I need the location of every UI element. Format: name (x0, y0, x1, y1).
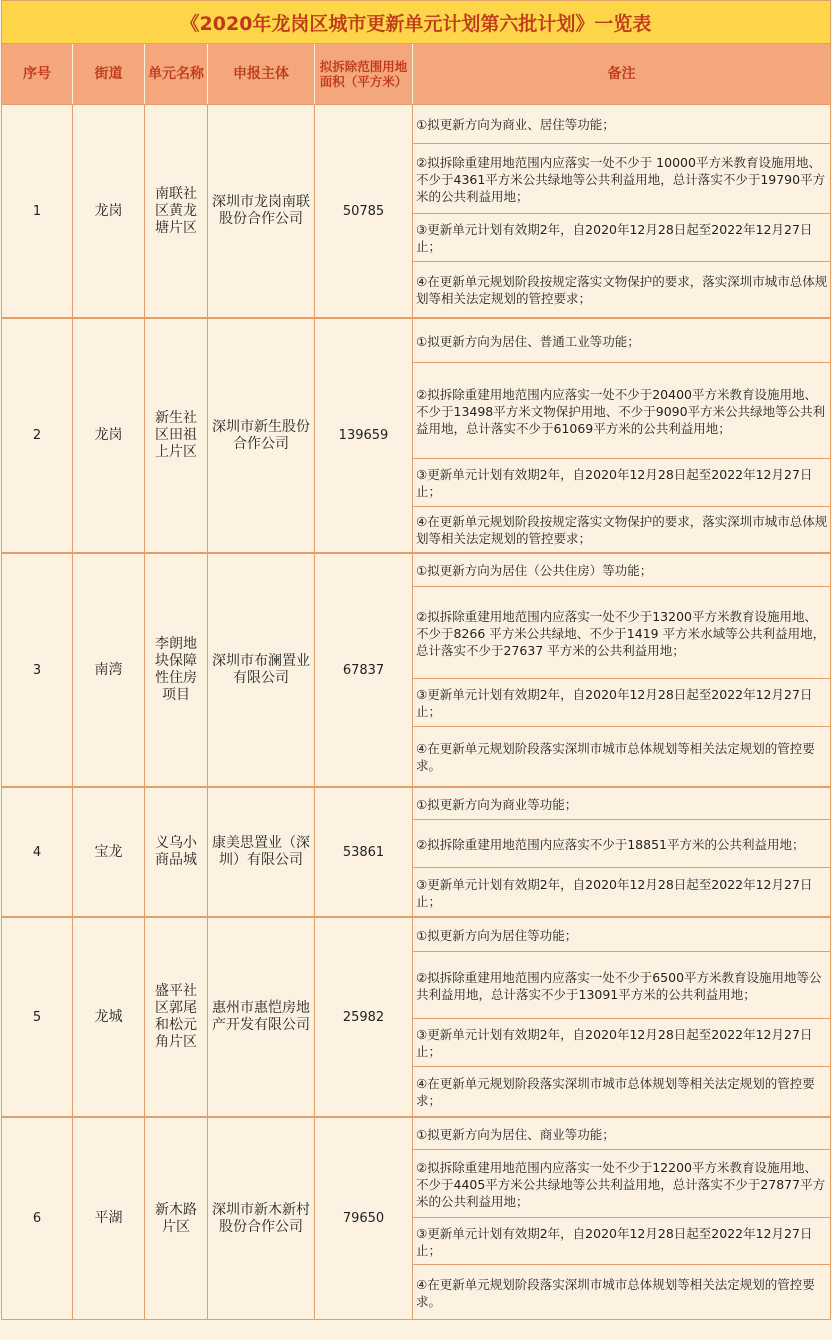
table-row (2, 554, 830, 788)
header-area: 拟拆除范围用地面积（平方米） (315, 44, 413, 104)
row-street: 宝龙 (73, 788, 145, 916)
table-row (2, 105, 830, 319)
header-unit: 单元名称 (145, 44, 208, 104)
row-remarks (413, 319, 830, 552)
row-applicant: 康美思置业（深圳）有限公司 (208, 788, 315, 916)
remark-item: ①拟更新方向为商业、居住等功能； (413, 105, 830, 144)
plan-table (1, 0, 831, 1320)
remark-item: ③更新单元计划有效期2年，自2020年12月28日起至2022年12月27日止； (413, 1019, 830, 1067)
row-remarks (413, 788, 830, 916)
remark-item: ②拟拆除重建用地范围内应落实不少于18851平方米的公共利益用地； (413, 820, 830, 868)
remark-item: ③更新单元计划有效期2年，自2020年12月28日起至2022年12月27日止； (413, 1218, 830, 1265)
row-applicant: 惠州市惠恺房地产开发有限公司 (208, 918, 315, 1116)
row-unit: 盛平社区郭尾和松元角片区 (145, 918, 208, 1116)
row-street: 平湖 (73, 1118, 145, 1319)
row-area: 139659 (315, 319, 413, 552)
row-seq: 3 (2, 554, 73, 786)
table-row (2, 788, 830, 918)
header-applicant: 申报主体 (208, 44, 315, 104)
remark-item: ②拟拆除重建用地范围内应落实一处不少于13200平方米教育设施用地、不少于8266 平方米公共绿地、不少于1419 平方米水域等公共利益用地，总计落实不少于27637 平方米的公共利益用地； (413, 587, 830, 679)
row-remarks (413, 554, 830, 786)
row-area: 25982 (315, 918, 413, 1116)
header-seq: 序号 (2, 44, 73, 104)
remark-item: ③更新单元计划有效期2年，自2020年12月28日起至2022年12月27日止； (416, 876, 813, 909)
remark-item: ④在更新单元规划阶段落实深圳市城市总体规划等相关法定规划的管控要求； (416, 1076, 815, 1108)
row-street: 龙城 (73, 918, 145, 1116)
row-unit: 义乌小商品城 (145, 788, 208, 916)
remark-item: ③更新单元计划有效期2年，自2020年12月28日起至2022年12月27日止； (413, 679, 830, 727)
row-applicant: 深圳市布澜置业有限公司 (208, 554, 315, 786)
row-area: 53861 (315, 788, 413, 916)
row-applicant: 深圳市新生股份合作公司 (208, 319, 315, 552)
remark-item: ③更新单元计划有效期2年，自2020年12月28日起至2022年12月27日止； (413, 459, 830, 507)
row-unit: 新生社区田祖上片区 (145, 319, 208, 552)
table-row (2, 918, 830, 1118)
row-unit: 南联社区黄龙塘片区 (145, 105, 208, 317)
row-remarks (413, 105, 830, 317)
row-remarks (413, 918, 830, 1116)
row-applicant: 深圳市龙岗南联股份合作公司 (208, 105, 315, 317)
remark-item: ②拟拆除重建用地范围内应落实一处不少于 10000平方米教育设施用地、不少于4361平方米公共绿地等公共利益用地，总计落实不少于19790平方米的公共利益用地； (413, 144, 830, 214)
row-applicant: 深圳市新木新村股份合作公司 (208, 1118, 315, 1319)
table-title: 《2020年龙岗区城市更新单元计划第六批计划》一览表 (2, 1, 830, 44)
row-area: 79650 (315, 1118, 413, 1319)
remark-item: ③更新单元计划有效期2年，自2020年12月28日起至2022年12月27日止； (413, 214, 830, 262)
row-area: 50785 (315, 105, 413, 317)
remark-item: ①拟更新方向为居住等功能； (413, 918, 830, 952)
remark-item: ②拟拆除重建用地范围内应落实一处不少于6500平方米教育设施用地等公共利益用地，总计落实不少于13091平方米的公共利益用地； (413, 952, 830, 1019)
row-unit: 李朗地块保障性住房项目 (145, 554, 208, 786)
row-seq: 5 (2, 918, 73, 1116)
table-row (2, 319, 830, 554)
row-seq: 6 (2, 1118, 73, 1319)
remark-item: ④在更新单元规划阶段按规定落实文物保护的要求，落实深圳市城市总体规划等相关法定规划的管控要求； (416, 514, 828, 546)
header-street: 街道 (73, 44, 145, 104)
row-seq: 2 (2, 319, 73, 552)
row-seq: 4 (2, 788, 73, 916)
remark-item: ④在更新单元规划阶段落实深圳市城市总体规划等相关法定规划的管控要求。 (416, 741, 815, 773)
table-header (2, 44, 830, 105)
remark-item: ①拟更新方向为居住（公共住房）等功能； (413, 554, 830, 587)
row-unit: 新木路片区 (145, 1118, 208, 1319)
row-street: 龙岗 (73, 319, 145, 552)
remark-item: ②拟拆除重建用地范围内应落实一处不少于12200平方米教育设施用地、不少于4405平方米公共绿地等公共利益用地，总计落实不少于27877平方米的公共利益用地； (413, 1150, 830, 1218)
remark-item: ④在更新单元规划阶段按规定落实文物保护的要求，落实深圳市城市总体规划等相关法定规划的管控要求； (416, 274, 828, 306)
remark-item: ②拟拆除重建用地范围内应落实一处不少于20400平方米教育设施用地、不少于13498平方米文物保护用地、不少于9090平方米公共绿地等公共利益用地，总计落实不少于61069平方米的公共利益用地； (413, 363, 830, 459)
remark-item: ①拟更新方向为居住、普通工业等功能； (413, 319, 830, 363)
row-street: 龙岗 (73, 105, 145, 317)
remark-item: ①拟更新方向为商业等功能； (413, 788, 830, 820)
row-seq: 1 (2, 105, 73, 317)
table-row (2, 1118, 830, 1319)
row-area: 67837 (315, 554, 413, 786)
row-remarks (413, 1118, 830, 1319)
remark-item: ④在更新单元规划阶段落实深圳市城市总体规划等相关法定规划的管控要求。 (416, 1276, 815, 1309)
row-street: 南湾 (73, 554, 145, 786)
remark-item: ①拟更新方向为居住、商业等功能； (413, 1118, 830, 1150)
header-remarks: 备注 (607, 66, 636, 82)
